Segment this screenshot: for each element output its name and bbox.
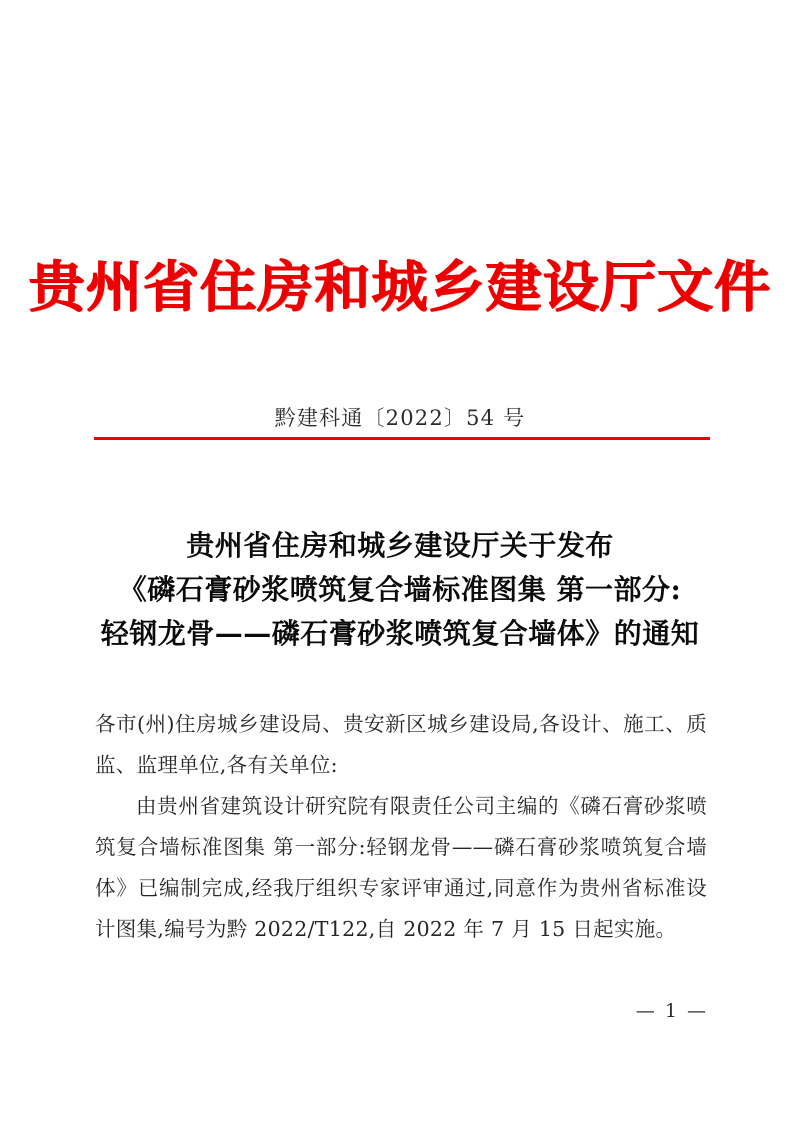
red-separator-rule [94,437,710,440]
masthead [0,255,800,318]
document-title-line-1: 贵州省住房和城乡建设厅关于发布 [186,529,614,562]
document-title-line-2: 《磷石膏砂浆喷筑复合墙标准图集 第一部分: [118,573,682,606]
body-paragraph: 由贵州省建筑设计研究院有限责任公司主编的《磷石膏砂浆喷筑复合墙标准图集 第一部分:轻钢龙骨——磷石膏砂浆喷筑复合墙体》已编制完成,经我厅组织专家评审通过,同意作为贵州省标准设计图集,编号为黔 2022/T122,自 2022 年 7 月 15 日起实施。 [95,794,707,941]
document-number: 黔建科通〔2022〕54 号 [274,406,526,430]
document-body [95,704,707,950]
document-title-line-3: 轻钢龙骨——磷石膏砂浆喷筑复合墙体》的通知 [100,617,700,650]
issuing-authority-title: 贵州省住房和城乡建设厅文件 [28,254,772,319]
page-number-footer: — 1 — [635,1000,708,1022]
document-title [80,524,720,656]
salutation-paragraph: 各市(州)住房城乡建设局、贵安新区城乡建设局,各设计、施工、质监、监理单位,各有关单位: [95,712,707,777]
